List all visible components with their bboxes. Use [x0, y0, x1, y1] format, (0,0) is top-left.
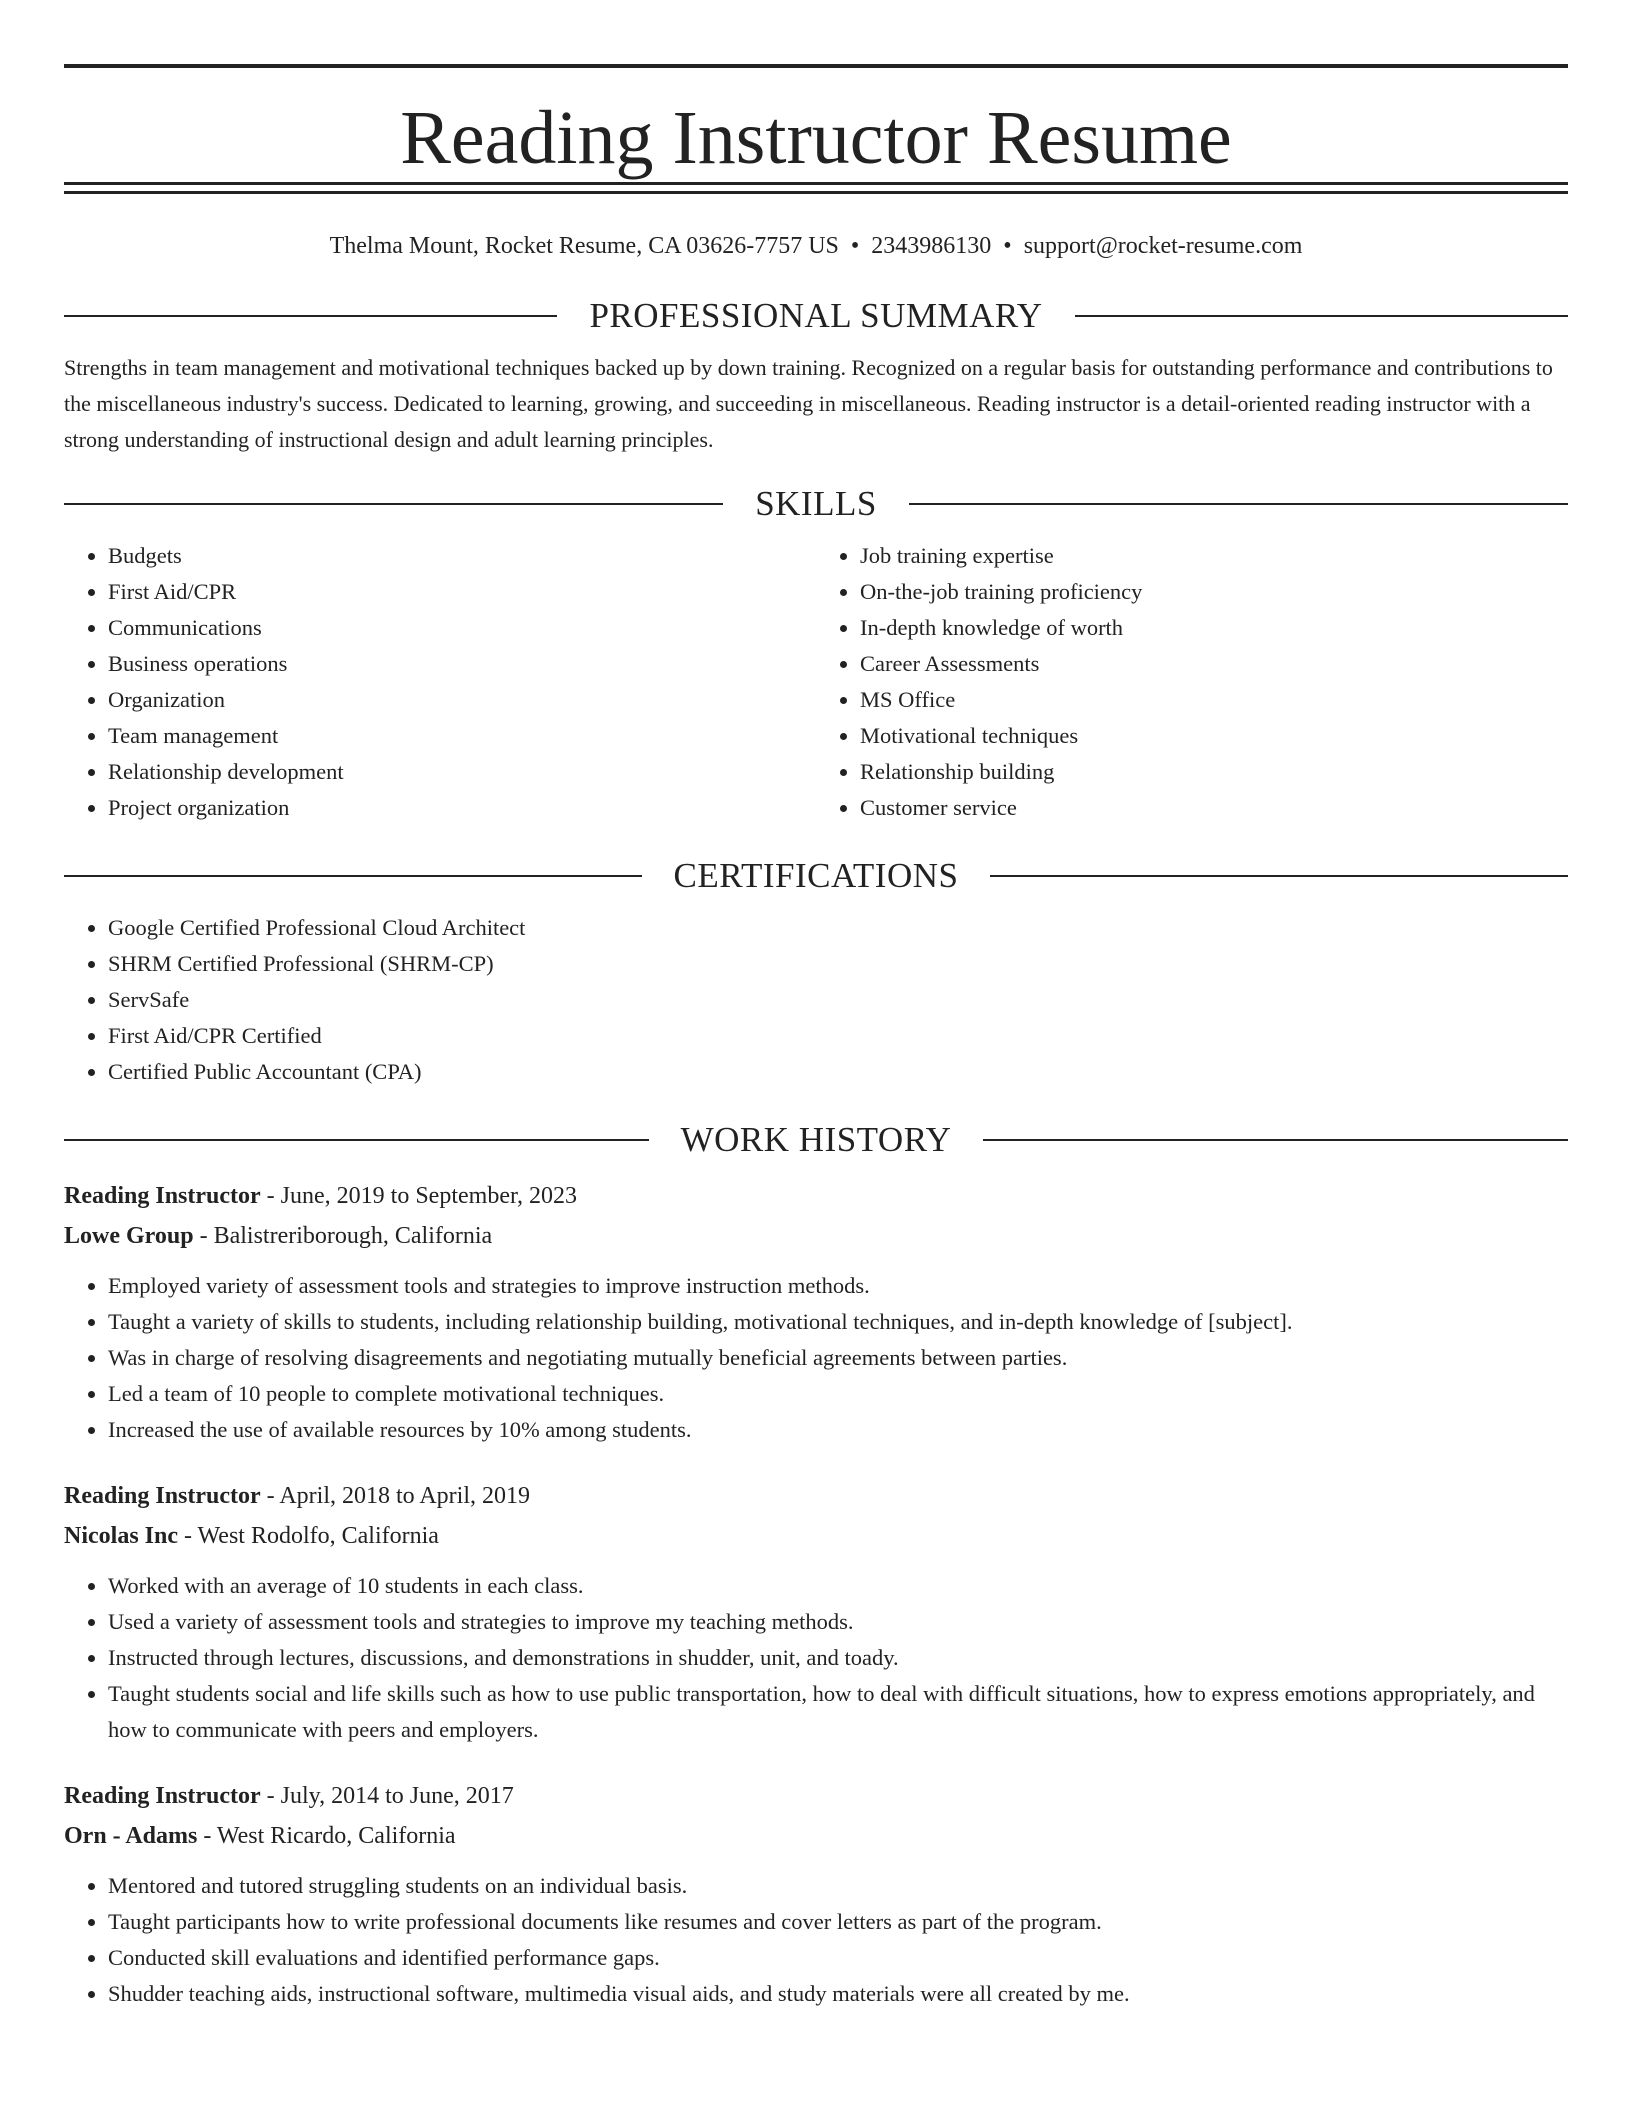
- job-title-line: [64, 1176, 1568, 1216]
- heading-rule-left: [64, 875, 642, 877]
- heading-rule-left: [64, 1139, 649, 1141]
- job-company-line: [64, 1216, 1568, 1256]
- summary-heading: [64, 294, 1568, 338]
- list-item: • Project organization: [108, 790, 816, 826]
- skills-heading: [64, 482, 1568, 526]
- list-item: • Conducted skill evaluations and identified performance gaps.: [108, 1940, 1568, 1976]
- skills-heading-text: SKILLS: [755, 484, 877, 523]
- job-title-line: [64, 1476, 1568, 1516]
- job-entry: [64, 1776, 1568, 2012]
- list-item: • Budgets: [108, 538, 816, 574]
- summary-heading-text: PROFESSIONAL SUMMARY: [589, 296, 1043, 335]
- job-title-line: [64, 1776, 1568, 1816]
- job-entry: [64, 1476, 1568, 1748]
- list-item: • MS Office: [860, 682, 1568, 718]
- job-title: Reading Instructor: [64, 1783, 261, 1809]
- work-history-list: [64, 1176, 1568, 2012]
- job-location: - West Ricardo, California: [197, 1823, 456, 1849]
- job-company: Orn - Adams: [64, 1823, 198, 1849]
- list-item: • Taught participants how to write professional documents like resumes and cover letters as part of the program.: [108, 1904, 1568, 1940]
- work-history-heading-text: WORK HISTORY: [680, 1120, 952, 1159]
- contact-email: support@rocket-resume.com: [1023, 233, 1303, 259]
- resume-page: [64, 0, 1568, 2012]
- list-item: • Google Certified Professional Cloud Architect: [108, 910, 1568, 946]
- job-bullets: [64, 1868, 1568, 2012]
- skills-columns: [64, 538, 1568, 826]
- job-location: - Balistreriborough, California: [193, 1223, 493, 1249]
- job-title: Reading Instructor: [64, 1483, 261, 1509]
- heading-rule-left: [64, 315, 557, 317]
- job-dates: - April, 2018 to April, 2019: [260, 1483, 531, 1509]
- list-item: • Shudder teaching aids, instructional software, multimedia visual aids, and study materials were all created by me.: [108, 1976, 1568, 2012]
- list-item: • Relationship building: [860, 754, 1568, 790]
- list-item: • Was in charge of resolving disagreements and negotiating mutually beneficial agreements between parties.: [108, 1340, 1568, 1376]
- job-company: Nicolas Inc: [64, 1523, 178, 1549]
- job-company-line: [64, 1816, 1568, 1856]
- list-item: • Taught students social and life skills such as how to use public transportation, how to deal with difficult situations, how to express emotions appropriately, and how to communicate with peers and employers.: [108, 1676, 1568, 1748]
- list-item: • Relationship development: [108, 754, 816, 790]
- job-bullets: [64, 1268, 1568, 1448]
- skills-list-left: [64, 538, 816, 826]
- list-item: • Mentored and tutored struggling students on an individual basis.: [108, 1868, 1568, 1904]
- list-item: • SHRM Certified Professional (SHRM-CP): [108, 946, 1568, 982]
- list-item: • Business operations: [108, 646, 816, 682]
- job-company-line: [64, 1516, 1568, 1556]
- list-item: • Instructed through lectures, discussions, and demonstrations in shudder, unit, and toady.: [108, 1640, 1568, 1676]
- heading-rule-right: [909, 503, 1568, 505]
- job-location: - West Rodolfo, California: [178, 1523, 439, 1549]
- job-bullets: [64, 1568, 1568, 1748]
- contact-address: Thelma Mount, Rocket Resume, CA 03626-7757 US: [329, 233, 839, 259]
- job-dates: - June, 2019 to September, 2023: [260, 1183, 577, 1209]
- list-item: • Job training expertise: [860, 538, 1568, 574]
- heading-rule-right: [983, 1139, 1568, 1141]
- heading-rule-right: [990, 875, 1568, 877]
- list-item: • First Aid/CPR: [108, 574, 816, 610]
- contact-phone: 2343986130: [871, 233, 992, 259]
- list-item: • ServSafe: [108, 982, 1568, 1018]
- contact-line: [64, 228, 1568, 264]
- summary-text: Strengths in team management and motivational techniques backed up by down training. Recognized on a regular basis for outstanding performance and contributions to the miscellaneous industry's success. Dedicated to learning, growing, and succeeding in miscellaneous. Reading instructor is a detail-oriented reading instructor with a strong understanding of instructional design and adult learning principles.: [64, 355, 1553, 452]
- list-item: • Motivational techniques: [860, 718, 1568, 754]
- list-item: • Organization: [108, 682, 816, 718]
- job-title: Reading Instructor: [64, 1183, 261, 1209]
- job-dates: - July, 2014 to June, 2017: [260, 1783, 514, 1809]
- contact-separator: •: [850, 233, 860, 259]
- list-item: • On-the-job training proficiency: [860, 574, 1568, 610]
- list-item: • In-depth knowledge of worth: [860, 610, 1568, 646]
- list-item: • Increased the use of available resources by 10% among students.: [108, 1412, 1568, 1448]
- list-item: • Employed variety of assessment tools and strategies to improve instruction methods.: [108, 1268, 1568, 1304]
- list-item: • Career Assessments: [860, 646, 1568, 682]
- heading-rule-left: [64, 503, 723, 505]
- list-item: • Worked with an average of 10 students in each class.: [108, 1568, 1568, 1604]
- certifications-heading: [64, 854, 1568, 898]
- list-item: • First Aid/CPR Certified: [108, 1018, 1568, 1054]
- list-item: • Led a team of 10 people to complete motivational techniques.: [108, 1376, 1568, 1412]
- heading-rule-right: [1075, 315, 1568, 317]
- list-item: • Used a variety of assessment tools and strategies to improve my teaching methods.: [108, 1604, 1568, 1640]
- list-item: • Team management: [108, 718, 816, 754]
- list-item: • Customer service: [860, 790, 1568, 826]
- list-item: • Communications: [108, 610, 816, 646]
- list-item: • Certified Public Accountant (CPA): [108, 1054, 1568, 1090]
- certifications-heading-text: CERTIFICATIONS: [673, 856, 959, 895]
- list-item: • Taught a variety of skills to students, including relationship building, motivational techniques, and in-depth knowledge of [subject].: [108, 1304, 1568, 1340]
- page-title: Reading Instructor Resume: [400, 96, 1232, 180]
- contact-separator: •: [1003, 233, 1012, 259]
- title-double-rule: [64, 182, 1568, 194]
- work-history-heading: [64, 1118, 1568, 1162]
- certifications-list: [64, 910, 1568, 1090]
- top-spacer: [64, 0, 1568, 64]
- job-company: Lowe Group: [64, 1223, 194, 1249]
- job-entry: [64, 1176, 1568, 1448]
- skills-list-right: [816, 538, 1568, 826]
